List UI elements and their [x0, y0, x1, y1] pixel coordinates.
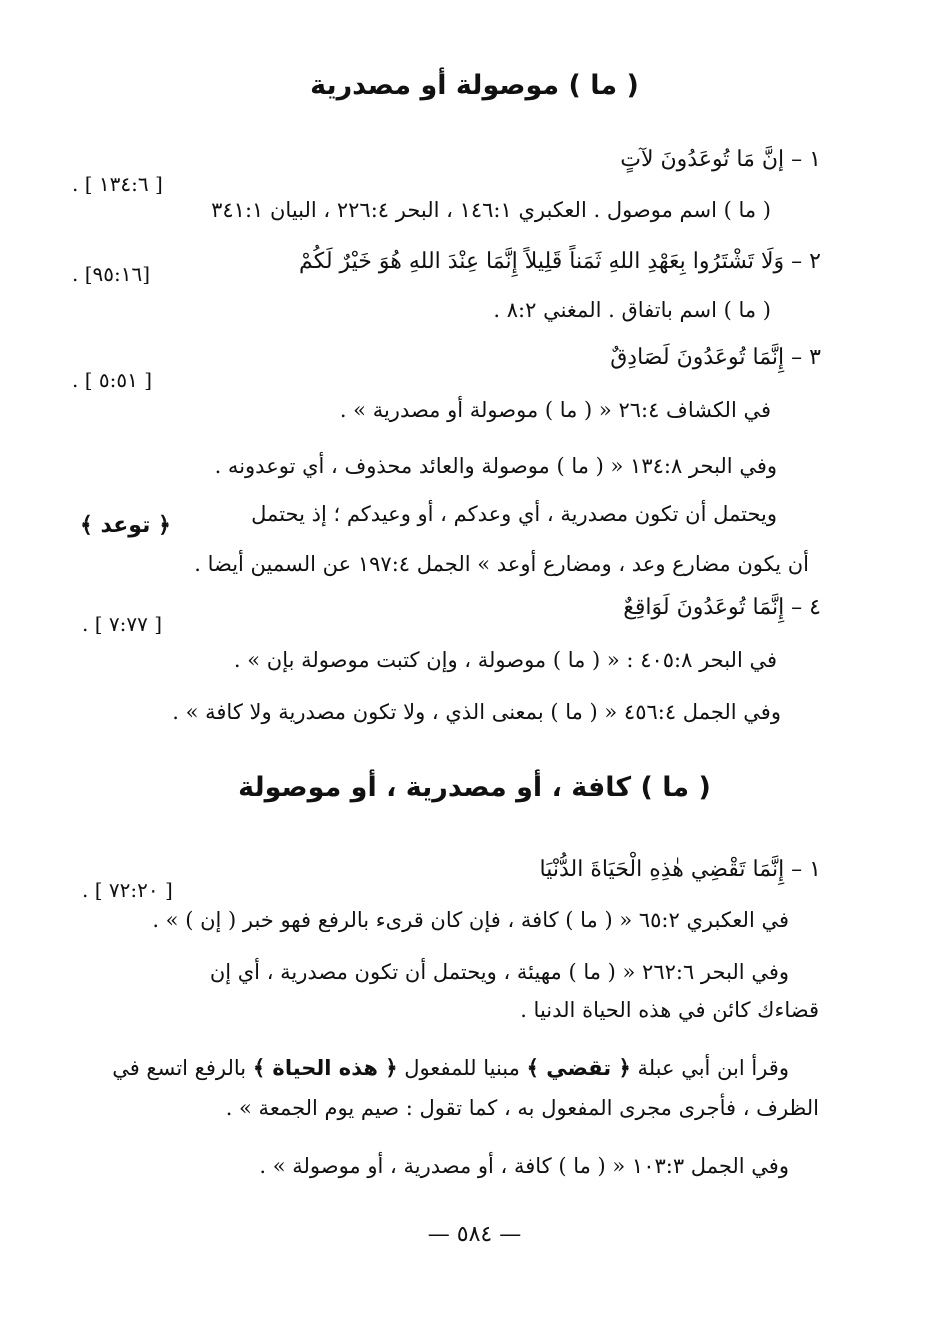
- verse-4: ٤ – إِنَّمَا تُوعَدُونَ لَوَاقِعٌ: [623, 595, 821, 620]
- note-5c: قضاءك كائن في هذه الحياة الدنيا .: [520, 998, 819, 1022]
- verse-ref-4: . [ ٧:٧٧ ]: [82, 612, 163, 636]
- verse-ref-3: . [ ٥:٥١ ]: [72, 368, 153, 392]
- note-5d: [112, 1054, 789, 1082]
- qira-suffix: بالرفع اتسع في: [112, 1056, 247, 1080]
- note-5a: في العكبري ٦٥:٢ « ( ما ) كافة ، فإن كان قرىء بالرفع فهو خبر ( إن ) » .: [152, 908, 789, 932]
- bold-quran-word-tuad: ﴿ توعد ﴾: [80, 513, 171, 538]
- note-3c: [247, 500, 777, 528]
- section-heading-2: ( ما ) كافة ، أو مصدرية ، أو موصولة: [238, 772, 711, 803]
- verse-5: ١ – إِنَّمَا تَقْضِي هٰذِهِ الْحَيَاةَ الدُّنْيَا: [539, 857, 821, 882]
- note-3c-text: ويحتمل أن تكون مصدرية ، أي وعدكم ، أو وعيدكم ؛ إذ يحتمل: [251, 502, 777, 526]
- note-4a: في البحر ٤٠٥:٨ : « ( ما ) موصولة ، وإن كتبت موصولة بإن » .: [233, 648, 777, 672]
- verse-3: ٣ – إِنَّمَا تُوعَدُونَ لَصَادِقٌ: [610, 345, 821, 370]
- note-3b: وفي البحر ١٣٤:٨ « ( ما ) موصولة والعائد محذوف ، أي توعدونه .: [214, 454, 777, 478]
- bold-quran-word-hadhihi-alhayat: ﴿ هذه الحياة ﴾: [252, 1056, 398, 1080]
- note-5e: الظرف ، فأجرى مجرى المفعول به ، كما تقول : صيم يوم الجمعة » .: [225, 1096, 819, 1120]
- note-3d: أن يكون مضارع وعد ، ومضارع أوعد » الجمل ١٩٧:٤ عن السمين أيضا .: [194, 552, 809, 576]
- qira-prefix: وقرأ ابن أبي عبلة: [637, 1056, 789, 1080]
- qira-mid: مبنيا للمفعول: [404, 1056, 520, 1080]
- verse-ref-2: . [٩٥:١٦]: [72, 262, 151, 286]
- verse-2: ٢ – وَلَا تَشْتَرُوا بِعَهْدِ اللهِ ثَمَناً قَلِيلاً إِنَّمَا عِنْدَ اللهِ هُوَ خَيْرٌ لَكُمْ: [299, 249, 821, 274]
- note-3a: في الكشاف ٢٦:٤ « ( ما ) موصولة أو مصدرية » .: [339, 398, 771, 422]
- note-1: ( ما ) اسم موصول . العكبري ١٤٦:١ ، البحر ٢٢٦:٤ ، البيان ٣٤١:١: [211, 198, 771, 222]
- verse-1: ١ – إنَّ مَا تُوعَدُونَ لآتٍ: [620, 147, 821, 172]
- note-5b: وفي البحر ٢٦٢:٦ « ( ما ) مهيئة ، ويحتمل أن تكون مصدرية ، أي إن: [209, 960, 789, 984]
- page-number: — ٥٨٤ —: [427, 1222, 522, 1247]
- verse-ref-5: . [ ٧٢:٢٠ ]: [82, 878, 173, 902]
- note-2: ( ما ) اسم باتفاق . المغني ٨:٢ .: [493, 298, 771, 322]
- verse-ref-1: . [ ١٣٤:٦ ]: [72, 172, 163, 196]
- section-heading-1: ( ما ) موصولة أو مصدرية: [310, 70, 639, 101]
- note-4b: وفي الجمل ٤٥٦:٤ « ( ما ) بمعنى الذي ، ولا تكون مصدرية ولا كافة » .: [172, 700, 781, 724]
- note-5f: وفي الجمل ١٠٣:٣ « ( ما ) كافة ، أو مصدرية ، أو موصولة » .: [259, 1154, 789, 1178]
- bold-quran-word-taqdi: ﴿ تقضي ﴾: [526, 1056, 631, 1080]
